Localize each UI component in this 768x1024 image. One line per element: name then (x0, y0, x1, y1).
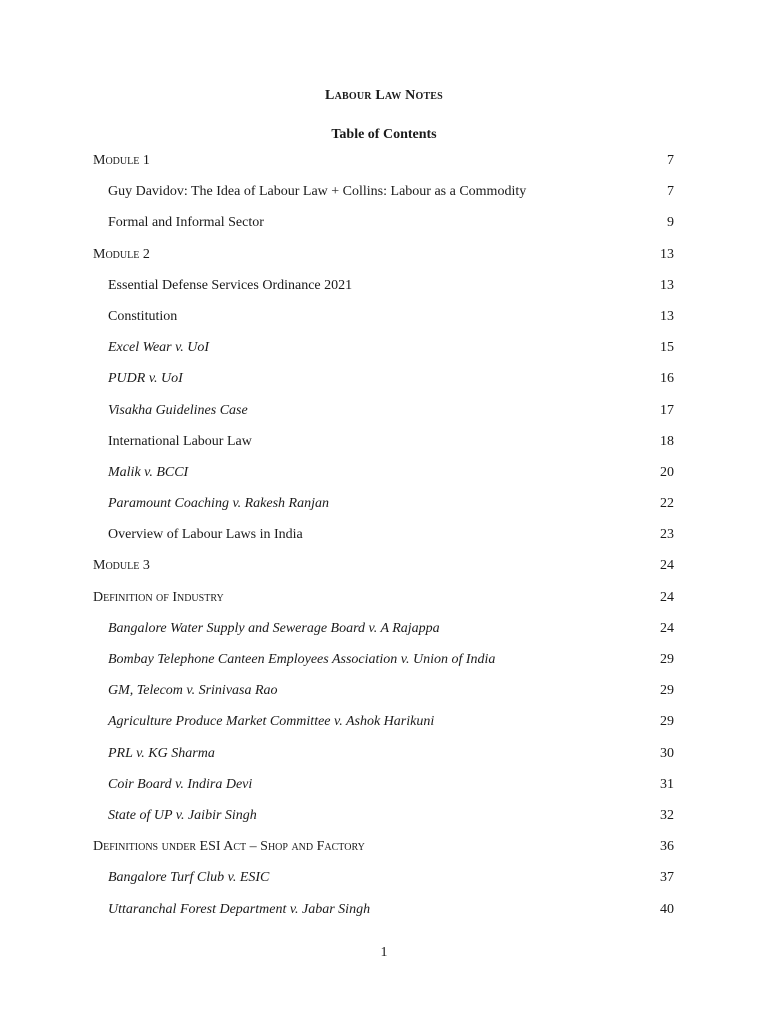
toc-entry-title: Overview of Labour Laws in India (108, 527, 303, 543)
toc-entry-title: Essential Defense Services Ordinance 2021 (108, 277, 353, 293)
toc-entry-title: Coir Board v. Indira Devi (108, 776, 253, 792)
toc-entry-title: Module 2 (93, 246, 150, 262)
toc-entry[interactable] (93, 712, 674, 743)
toc-entry[interactable] (93, 806, 674, 837)
toc-entry[interactable] (93, 245, 674, 276)
toc-entry-page: 23 (660, 527, 674, 543)
toc-entry-title: Definitions under ESI Act – Shop and Factory (93, 839, 365, 855)
toc-entry[interactable] (93, 525, 674, 556)
toc-entry-page: 40 (660, 901, 674, 917)
document-title: Labour Law Notes (325, 88, 443, 103)
toc-entry-page: 31 (660, 776, 674, 792)
toc-entry-page: 24 (660, 620, 674, 636)
toc-entry-title: State of UP v. Jaibir Singh (108, 807, 257, 823)
toc-entry[interactable] (93, 868, 674, 899)
toc-entry-title: Excel Wear v. UoI (108, 340, 210, 356)
toc-entry-title: Definition of Industry (93, 589, 224, 605)
toc-entry[interactable] (93, 775, 674, 806)
toc-entry-title: Module 3 (93, 558, 150, 574)
toc-entry[interactable] (93, 151, 674, 182)
toc-entry-page: 36 (660, 839, 674, 855)
toc-entry-title: International Labour Law (108, 433, 252, 449)
toc-entry-page: 22 (660, 496, 674, 512)
toc-entry[interactable] (93, 213, 674, 244)
toc-entry-page: 7 (667, 184, 674, 200)
toc-entry-title: Guy Davidov: The Idea of Labour Law + Collins: Labour as a Commodity (108, 184, 527, 200)
toc-entry-title: Paramount Coaching v. Rakesh Ranjan (108, 496, 329, 512)
toc-entry[interactable] (93, 744, 674, 775)
toc-entry[interactable] (93, 556, 674, 587)
toc-entry-page: 29 (660, 652, 674, 667)
toc-entry-page: 15 (660, 340, 674, 356)
toc-entry-title: Malik v. BCCI (108, 464, 189, 480)
toc-entry[interactable] (93, 307, 674, 338)
toc-entry[interactable] (93, 463, 674, 494)
toc-entry-page: 24 (660, 589, 674, 605)
toc-entry[interactable] (93, 900, 674, 931)
toc-entry-title: Module 1 (93, 153, 150, 168)
toc-entry[interactable] (93, 681, 674, 712)
toc-entry-title: Bangalore Turf Club v. ESIC (108, 870, 270, 886)
toc-entry-page: 7 (667, 153, 674, 168)
toc-entry[interactable] (93, 837, 674, 868)
toc-entry[interactable] (93, 401, 674, 432)
toc-entry-title: GM, Telecom v. Srinivasa Rao (108, 683, 278, 699)
toc-entry-page: 17 (660, 402, 674, 418)
toc-entry-page: 13 (660, 308, 674, 324)
toc-entry-page: 37 (660, 870, 674, 886)
toc-entry[interactable] (93, 494, 674, 525)
toc-entry[interactable] (93, 276, 674, 307)
table-of-contents (93, 151, 674, 931)
toc-entry-page: 13 (660, 277, 674, 293)
toc-entry[interactable] (93, 432, 674, 463)
toc-entry[interactable] (93, 650, 674, 681)
toc-entry[interactable] (93, 338, 674, 369)
toc-entry-page: 29 (660, 714, 674, 730)
toc-entry[interactable] (93, 619, 674, 650)
toc-entry-title: Bombay Telephone Canteen Employees Association v. Union of India (108, 652, 496, 667)
toc-entry[interactable] (93, 182, 674, 213)
toc-entry-page: 9 (667, 215, 674, 231)
toc-entry-title: Formal and Informal Sector (108, 215, 264, 231)
toc-entry-title: PRL v. KG Sharma (108, 745, 215, 761)
toc-heading: Table of Contents (331, 127, 437, 142)
toc-entry-title: Visakha Guidelines Case (108, 402, 248, 418)
toc-entry-page: 24 (660, 558, 674, 574)
toc-entry-page: 29 (660, 683, 674, 699)
toc-entry-page: 13 (660, 246, 674, 262)
toc-entry-page: 30 (660, 745, 674, 761)
page-number: 1 (380, 945, 388, 960)
toc-entry-page: 18 (660, 433, 674, 449)
toc-entry[interactable] (93, 369, 674, 400)
toc-entry-title: Constitution (108, 308, 178, 324)
toc-entry-page: 32 (660, 807, 674, 823)
toc-entry-title: Bangalore Water Supply and Sewerage Board v. A Rajappa (108, 620, 440, 636)
toc-entry-title: Agriculture Produce Market Committee v. Ashok Harikuni (108, 714, 435, 730)
toc-entry-title: PUDR v. UoI (108, 371, 183, 387)
toc-entry-page: 20 (660, 464, 674, 480)
toc-entry-page: 16 (660, 371, 674, 387)
toc-entry[interactable] (93, 588, 674, 619)
toc-entry-title: Uttaranchal Forest Department v. Jabar Singh (108, 901, 371, 917)
